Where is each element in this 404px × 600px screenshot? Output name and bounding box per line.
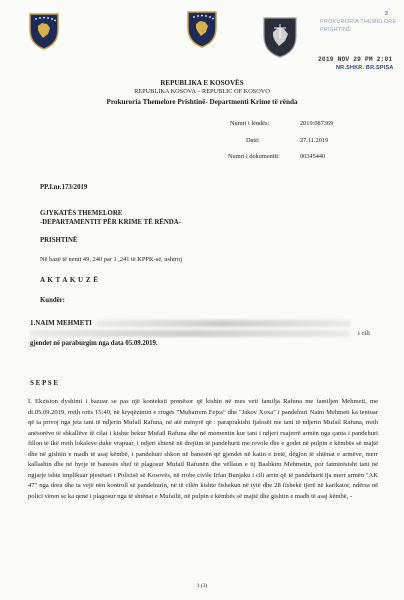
accusation-paragraph: I. Ekziston dyshimi i bazuar se pas një konteksti pronësor që kishin në mes veti familja Rafuna me familjen Mehmeti, me dt.05.09.2019, rreth orës 15:40, në kryqëzimin e rrugës "Muharrem Fejza" dhe "Jakov Xoxa" i pandehuri Naim Mehmeti ka tentuar që ta privoj nga jeta tani të ndjerin Mufail Rafuna, në atë mënyrë që : paraprakisht fjalosët me tani të ndjerin Mufail Rafuna, rreth anësorëve të shkallëve të cilat i kishte hekur Mufail Rafuna dhe në momentin kur tani i ndjeri ruajerrë armën nga çanta i pandehuri fillon të ikë rreth lokaleve duke vrapuar, i ndjeri shtenë në drejtim të pandehurit me revole dhe e godet në pulpin e këmbës së majtë dhe në gishtin e madh të asaj këmbë, i pandehuri shkon në banesën që gjendet në katin e tretë, dëgjon të shtënat e armëve, merr kallashin dhe në hyrje të banesës shef të plagosur Mufail Rafunën dhe vëllaun e tij Bashkim Mehmetin, por fatmirësisht tani në ngjarje ishte implikuar pjesëtari i Policisë së Kosovës, në rrobe civile Irfan Bunjaku i cili arrin që të pandehurit tja merr armën "AK 47" nga dora dhe ta vejë nën kontroll së pandehurin, në të cilën kishte fishekun në tytë dhe 28 fishekë tjerë në karikator, ndërsa në polici vëren se ka qenë i plagosur nga të shtënat e Mufailit, në pulpin e këmbës së majtë dhe gishtin e madh të asaj këmbë, - <box>28 398 378 500</box>
state-name: REPUBLIKA E KOSOVËS <box>160 79 244 87</box>
court-city: PRISHTINË <box>40 237 78 244</box>
prosecution-emblem-icon <box>262 16 298 58</box>
redacted-personal-data-line2 <box>30 330 350 337</box>
body-paragraph <box>28 397 378 502</box>
stamp-datetime: 2019 NOV 29 PM 2:01 <box>318 56 393 63</box>
document-number-label: Numri i dokumentit: <box>228 153 280 160</box>
reception-stamp <box>320 10 400 34</box>
court-name: GJYKATËS THEMELORE <box>40 210 123 217</box>
defendant-name: 1.NAIM MEHMETI <box>30 319 92 327</box>
case-number-label: Numri i lëndës: <box>230 120 270 127</box>
against-label: Kundër: <box>40 297 65 304</box>
reference-number: PP.I.nr.173/2019 <box>40 184 88 191</box>
court-department: -DEPARTAMENTIT PËR KRIME TË RËNDA- <box>40 219 181 226</box>
document-number-value: 00345440 <box>300 153 326 160</box>
case-number-value: 2019:087369 <box>300 120 334 127</box>
defendant-line-end: i cili <box>358 330 370 337</box>
defendant-detention: gjendet në paraburgim nga data 05.09.2019. <box>30 340 158 347</box>
kosovo-emblem-left-icon <box>28 12 60 50</box>
document-type-title: A K T A K U Z Ë <box>40 276 99 284</box>
stamp-number: 3 <box>384 11 388 17</box>
kosovo-emblem-center-icon <box>186 10 218 48</box>
redacted-personal-data <box>96 320 351 327</box>
stamp-office-code: NR.SHKR. BR.SPISA <box>336 65 394 71</box>
stamp-office-line2: PRISHTINË <box>320 27 352 33</box>
stamp-office-line1: PROKURORIA THEMELORE <box>320 19 397 25</box>
institution-name: Prokuroria Themelore Prishtinë- Departmenti Krime të rënda <box>106 98 298 106</box>
legal-basis: Në bazë të nenit 49, 240 par 1 ,241 të KPPK-së, ushtroj <box>40 256 182 263</box>
date-value: 27.11.2019 <box>300 137 329 144</box>
date-label: Datë: <box>246 137 260 144</box>
section-title: S E P S E <box>30 379 59 387</box>
page-number: 1 (3) <box>196 583 208 589</box>
state-name-trilingual: REPUBLIKA KOSOVA – REPUBLIC OF KOSOVO <box>134 88 270 95</box>
